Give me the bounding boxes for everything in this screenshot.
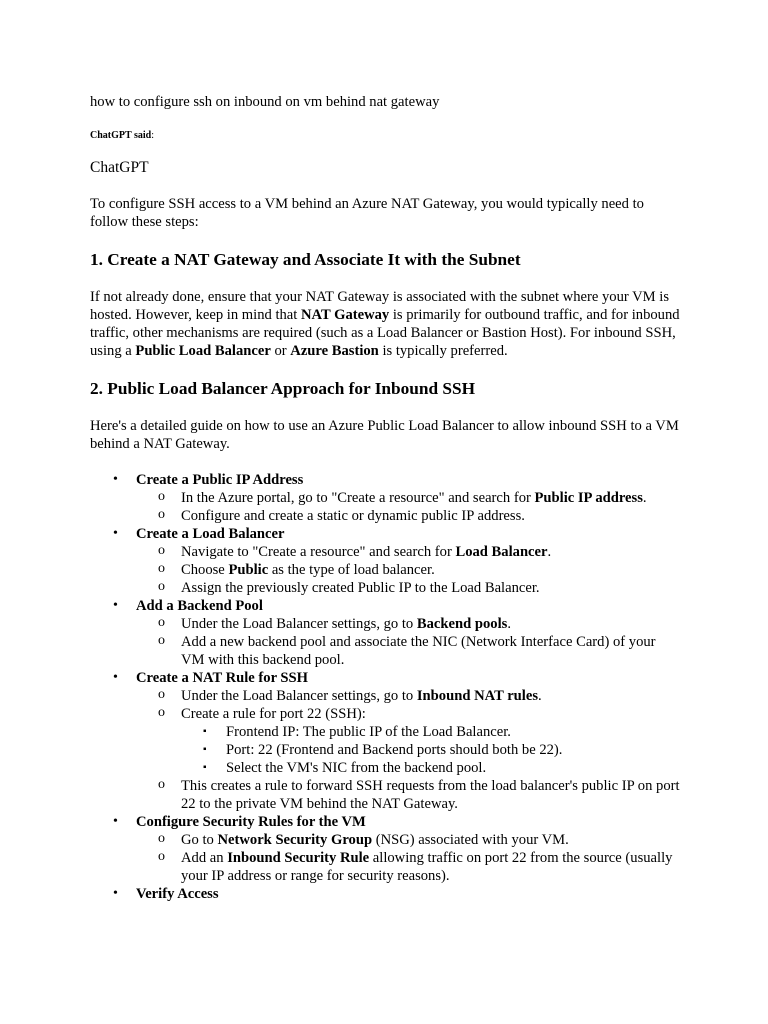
substep-item (136, 687, 680, 705)
steps-list (90, 471, 680, 903)
substep-item (136, 543, 680, 561)
circle-bullet-icon: o (158, 687, 165, 702)
section-2-paragraph: Here's a detailed guide on how to use an Azure Public Load Balancer to allow inbound SSH to a VM behind a NAT Gateway. (90, 418, 679, 452)
bullet-icon: • (113, 472, 118, 487)
step-item (90, 813, 680, 885)
substep-text: Go to (181, 832, 218, 848)
step-title: Verify Access (136, 886, 219, 902)
step-item (90, 597, 680, 669)
substep-bold: Load Balancer (455, 544, 548, 560)
step-substeps (136, 615, 680, 669)
substep-bold: Inbound NAT rules (416, 688, 538, 704)
square-bullet-icon: ▪ (203, 744, 207, 755)
substep-bold: Inbound Security Rule (227, 850, 370, 866)
s1-text-c: is primarily for outbound traffic, and for inbound traffic, other mechanisms are required (such as a Load Balancer or Bastion Host). For inbound SSH, using a (90, 307, 680, 359)
substep-item (136, 633, 680, 669)
circle-bullet-icon: o (158, 633, 165, 648)
substep-item (136, 849, 680, 885)
step-item (90, 471, 680, 525)
rule-detail-text: Port: 22 (Frontend and Backend ports should both be 22). (226, 742, 563, 758)
bullet-icon: • (113, 526, 118, 541)
step-title: Configure Security Rules for the VM (136, 814, 366, 830)
rule-detail-text: Frontend IP: The public IP of the Load Balancer. (226, 724, 511, 740)
s1-text-a: If not already done, ensure that your NAT Gateway is associated with the subnet where your VM is hosted. However, keep in mind that (90, 289, 670, 323)
substep-bold: Backend pools (416, 616, 508, 632)
section-1-paragraph (90, 288, 680, 360)
document-page (90, 93, 680, 903)
circle-bullet-icon: o (158, 831, 165, 846)
step-substeps (136, 831, 680, 885)
substep-item (136, 489, 680, 507)
rule-detail-item (181, 741, 680, 759)
section-2-heading: 2. Public Load Balancer Approach for Inbound SSH (90, 379, 476, 398)
substep-item (136, 561, 680, 579)
rule-details (181, 723, 680, 777)
substep-text: Choose (181, 562, 229, 578)
substep-item (136, 705, 680, 777)
user-question: how to configure ssh on inbound on vm behind nat gateway (90, 94, 440, 110)
substep-item (136, 615, 680, 633)
bullet-icon: • (113, 670, 118, 685)
square-bullet-icon: ▪ (203, 726, 207, 737)
said-name: ChatGPT said (90, 130, 152, 141)
rule-detail-item (181, 723, 680, 741)
circle-bullet-icon: o (158, 579, 165, 594)
rule-detail-text: Select the VM's NIC from the backend pool. (226, 760, 487, 776)
rule-detail-item (181, 759, 680, 777)
s1-bold-nat-gateway: NAT Gateway (300, 307, 390, 323)
substep-item (136, 579, 680, 597)
substep-text: Under the Load Balancer settings, go to (181, 688, 417, 704)
circle-bullet-icon: o (158, 543, 165, 558)
s1-bold-public-lb: Public Load Balancer (135, 343, 271, 359)
circle-bullet-icon: o (158, 777, 165, 792)
step-item (90, 669, 680, 813)
intro-paragraph: To configure SSH access to a VM behind an Azure NAT Gateway, you would typically need to follow these steps: (90, 196, 644, 230)
substep-item (136, 777, 680, 813)
substep-text: Navigate to "Create a resource" and search for (181, 544, 456, 560)
step-item (90, 885, 680, 903)
s1-text-g: is typically preferred. (378, 343, 508, 359)
s1-text-e: or (270, 343, 291, 359)
substep-bold: Public IP address (534, 490, 643, 506)
substep-item (136, 507, 680, 525)
substep-item (136, 831, 680, 849)
circle-bullet-icon: o (158, 561, 165, 576)
substep-text-end: . (642, 490, 647, 506)
step-substeps (136, 489, 680, 525)
substep-text: Add an (181, 850, 228, 866)
step-item (90, 525, 680, 597)
bullet-icon: • (113, 814, 118, 829)
said-colon: : (151, 130, 155, 141)
square-bullet-icon: ▪ (203, 762, 207, 773)
substep-text: In the Azure portal, go to "Create a resource" and search for (181, 490, 535, 506)
substep-text-end: as the type of load balancer. (268, 562, 435, 578)
section-1-heading: 1. Create a NAT Gateway and Associate It with the Subnet (90, 250, 521, 269)
substep-text: Add a new backend pool and associate the NIC (Network Interface Card) of your VM with this backend pool. (181, 634, 656, 668)
step-substeps (136, 687, 680, 813)
substep-text: This creates a rule to forward SSH requests from the load balancer's public IP on port 22 to the private VM behind the NAT Gateway. (181, 778, 680, 812)
circle-bullet-icon: o (158, 507, 165, 522)
substep-text: Create a rule for port 22 (SSH): (181, 706, 366, 722)
circle-bullet-icon: o (158, 615, 165, 630)
substep-text-end: (NSG) associated with your VM. (372, 832, 569, 848)
substep-text: Assign the previously created Public IP to the Load Balancer. (181, 580, 540, 596)
substep-bold: Public (228, 562, 269, 578)
substep-text-end: . (538, 688, 542, 704)
substep-text: Under the Load Balancer settings, go to (181, 616, 417, 632)
step-title: Create a NAT Rule for SSH (136, 670, 309, 686)
bullet-icon: • (113, 886, 118, 901)
substep-text-end: allowing traffic on port 22 from the source (usually your IP address or range for security reasons). (181, 850, 673, 884)
circle-bullet-icon: o (158, 705, 165, 720)
step-title: Create a Public IP Address (136, 472, 304, 488)
circle-bullet-icon: o (158, 489, 165, 504)
assistant-name: ChatGPT (90, 159, 149, 176)
substep-text-end: . (507, 616, 511, 632)
step-title: Create a Load Balancer (136, 526, 285, 542)
substep-bold: Network Security Group (217, 832, 373, 848)
step-substeps (136, 543, 680, 597)
bullet-icon: • (113, 598, 118, 613)
substep-text: Configure and create a static or dynamic public IP address. (181, 508, 525, 524)
substep-text-end: . (547, 544, 552, 560)
s1-bold-azure-bastion: Azure Bastion (290, 343, 379, 359)
assistant-said-label (90, 130, 680, 142)
circle-bullet-icon: o (158, 849, 165, 864)
step-title: Add a Backend Pool (136, 598, 263, 614)
